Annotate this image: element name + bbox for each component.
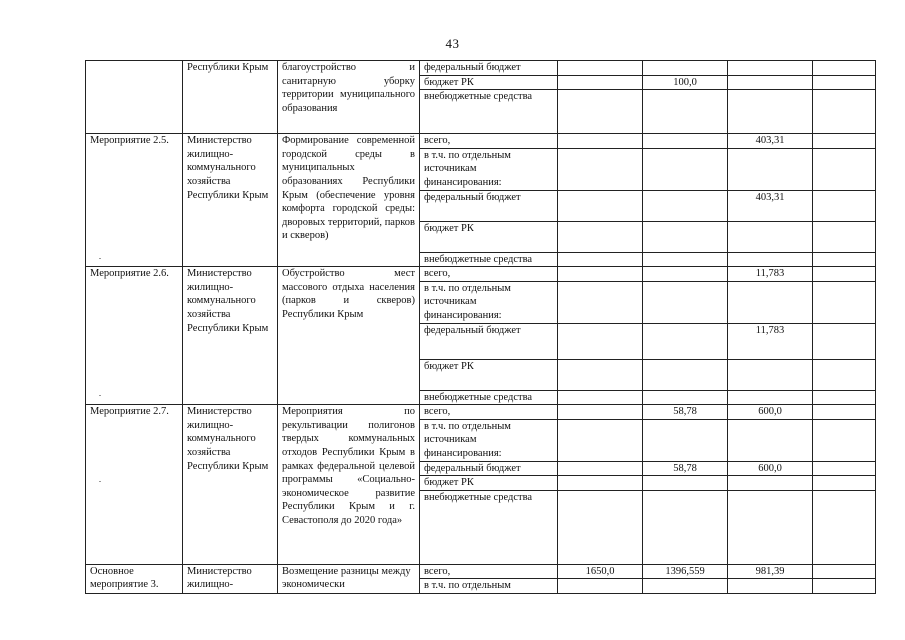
extra-cell — [813, 221, 876, 252]
executor-cell: Министерство жилищно- — [183, 564, 278, 593]
value-cell — [558, 75, 643, 90]
value-cell — [728, 490, 813, 564]
funding-source-cell: федеральный бюджет — [420, 323, 558, 359]
value-cell — [558, 579, 643, 594]
value-cell — [643, 323, 728, 359]
table-row — [86, 61, 876, 76]
value-cell — [728, 476, 813, 491]
extra-cell — [813, 564, 876, 579]
measure-cell: Мероприятие 2.5. — [86, 134, 183, 267]
funding-source-cell: внебюджетные средства — [420, 490, 558, 564]
measure-cell: Основное мероприятие 3. — [86, 564, 183, 593]
executor-cell: Республики Крым — [183, 61, 278, 134]
value-cell — [728, 359, 813, 390]
value-cell — [643, 579, 728, 594]
executor-cell: Министерство жилищно-коммунального хозяйства Республики Крым — [183, 134, 278, 267]
page-number: 43 — [445, 36, 460, 51]
extra-cell — [813, 61, 876, 76]
value-cell: 981,39 — [728, 564, 813, 579]
extra-cell — [813, 476, 876, 491]
value-cell — [728, 61, 813, 76]
value-cell — [643, 221, 728, 252]
funding-source-cell: всего, — [420, 405, 558, 420]
value-cell — [643, 419, 728, 461]
extra-cell — [813, 252, 876, 267]
value-cell — [728, 281, 813, 323]
funding-source-cell: бюджет РК — [420, 75, 558, 90]
value-cell — [643, 134, 728, 149]
value-cell: 11,783 — [728, 267, 813, 282]
value-cell — [558, 221, 643, 252]
value-cell — [643, 61, 728, 76]
extra-cell — [813, 134, 876, 149]
funding-source-cell: внебюджетные средства — [420, 390, 558, 405]
extra-cell — [813, 267, 876, 282]
value-cell — [558, 281, 643, 323]
measure-cell — [86, 61, 183, 134]
table-row — [86, 405, 876, 420]
value-cell: 403,31 — [728, 134, 813, 149]
funding-source-cell: федеральный бюджет — [420, 190, 558, 221]
value-cell — [558, 461, 643, 476]
extra-cell — [813, 359, 876, 390]
value-cell: 1650,0 — [558, 564, 643, 579]
value-cell — [728, 419, 813, 461]
extra-cell — [813, 461, 876, 476]
funding-source-cell: всего, — [420, 267, 558, 282]
value-cell — [643, 252, 728, 267]
value-cell: 600,0 — [728, 405, 813, 420]
table-row — [86, 267, 876, 282]
description-cell: благоустройство и санитарную уборку территории муниципального образования — [278, 61, 420, 134]
extra-cell — [813, 490, 876, 564]
value-cell — [643, 359, 728, 390]
extra-cell — [813, 419, 876, 461]
funding-source-cell: бюджет РК — [420, 359, 558, 390]
value-cell — [643, 190, 728, 221]
value-cell — [728, 90, 813, 134]
value-cell — [558, 252, 643, 267]
value-cell — [728, 390, 813, 405]
value-cell — [558, 490, 643, 564]
funding-source-cell: федеральный бюджет — [420, 461, 558, 476]
value-cell — [643, 476, 728, 491]
funding-source-cell: в т.ч. по отдельным источникам финансирования: — [420, 419, 558, 461]
funding-source-cell: бюджет РК — [420, 476, 558, 491]
funding-source-cell: всего, — [420, 564, 558, 579]
value-cell — [643, 90, 728, 134]
extra-cell — [813, 390, 876, 405]
table-row — [86, 564, 876, 579]
extra-cell — [813, 323, 876, 359]
funding-source-cell: внебюджетные средства — [420, 90, 558, 134]
description-cell: Мероприятия по рекультивации полигонов твердых коммунальных отходов Республики Крым в рамках федеральной целевой программы «Социально-экономическое развитие Республики Крым и г. Севастополя до 2020 года» — [278, 405, 420, 565]
value-cell — [558, 323, 643, 359]
value-cell — [728, 221, 813, 252]
description-cell: Обустройство мест массового отдыха населения (парков и скверов) Республики Крым — [278, 267, 420, 405]
value-cell — [728, 75, 813, 90]
value-cell — [643, 490, 728, 564]
value-cell — [558, 190, 643, 221]
value-cell — [558, 390, 643, 405]
value-cell — [558, 267, 643, 282]
value-cell — [558, 134, 643, 149]
value-cell — [643, 148, 728, 190]
value-cell: 100,0 — [643, 75, 728, 90]
value-cell: 58,78 — [643, 461, 728, 476]
value-cell: 58,78 — [643, 405, 728, 420]
extra-cell — [813, 75, 876, 90]
value-cell — [558, 148, 643, 190]
value-cell — [643, 390, 728, 405]
value-cell: 11,783 — [728, 323, 813, 359]
measure-cell: Мероприятие 2.7. — [86, 405, 183, 565]
value-cell — [558, 419, 643, 461]
funding-source-cell: внебюджетные средства — [420, 252, 558, 267]
value-cell — [728, 579, 813, 594]
value-cell: 1396,559 — [643, 564, 728, 579]
table-row — [86, 134, 876, 149]
value-cell — [558, 61, 643, 76]
description-cell: Формирование современной городской среды в муниципальных образованиях Республики Крым (обеспечение уровня комфорта городской среды: дворовых территорий, парков и скверов) — [278, 134, 420, 267]
description-cell: Возмещение разницы между экономически — [278, 564, 420, 593]
executor-cell: Министерство жилищно-коммунального хозяйства Республики Крым — [183, 267, 278, 405]
extra-cell — [813, 90, 876, 134]
funding-source-cell: в т.ч. по отдельным — [420, 579, 558, 594]
value-cell — [728, 148, 813, 190]
value-cell — [643, 281, 728, 323]
value-cell — [558, 359, 643, 390]
extra-cell — [813, 148, 876, 190]
scan-speck — [99, 395, 101, 396]
funding-source-cell: в т.ч. по отдельным источникам финансирования: — [420, 281, 558, 323]
extra-cell — [813, 405, 876, 420]
funding-source-cell: бюджет РК — [420, 221, 558, 252]
value-cell — [728, 252, 813, 267]
extra-cell — [813, 579, 876, 594]
executor-cell: Министерство жилищно-коммунального хозяйства Республики Крым — [183, 405, 278, 565]
funding-source-cell: в т.ч. по отдельным источникам финансирования: — [420, 148, 558, 190]
value-cell — [558, 476, 643, 491]
scan-speck — [99, 258, 101, 259]
extra-cell — [813, 190, 876, 221]
value-cell: 600,0 — [728, 461, 813, 476]
measure-cell: Мероприятие 2.6. — [86, 267, 183, 405]
funding-table — [85, 60, 876, 594]
funding-source-cell: всего, — [420, 134, 558, 149]
value-cell — [558, 90, 643, 134]
value-cell — [558, 405, 643, 420]
value-cell — [643, 267, 728, 282]
funding-source-cell: федеральный бюджет — [420, 61, 558, 76]
extra-cell — [813, 281, 876, 323]
scan-speck — [99, 481, 101, 482]
value-cell: 403,31 — [728, 190, 813, 221]
